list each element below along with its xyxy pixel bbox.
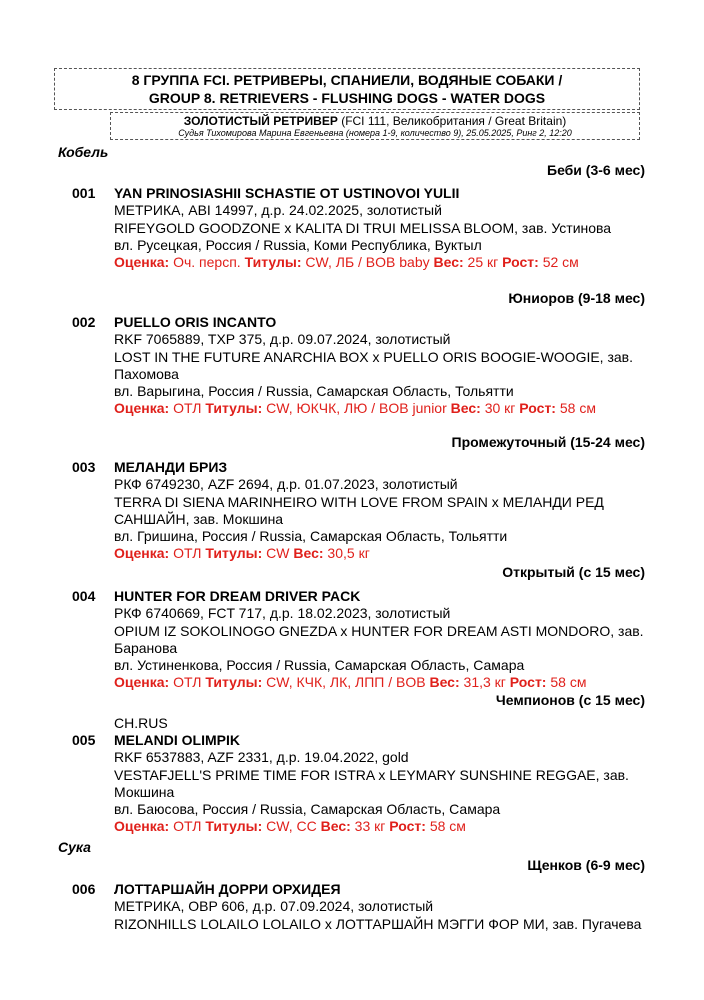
entry-number: 004 (72, 588, 96, 604)
group-title-ru: 8 ГРУППА FCI. РЕТРИВЕРЫ, СПАНИЕЛИ, ВОДЯНЫЕ СОБАКИ / (131, 72, 563, 88)
dog-registration: RKF 7065889, TXP 375, д.р. 09.07.2024, золотистый (114, 331, 451, 348)
dog-parents: LOST IN THE FUTURE ANARCHIA BOX x PUELLO ORIS BOOGIE-WOOGIE, зав. Пахомова (114, 348, 633, 382)
dog-name: YAN PRINOSIASHII SCHASTIE OT USTINOVOI YULII (114, 185, 460, 201)
dog-registration: МЕТРИКА, ABI 14997, д.р. 24.02.2025, золотистый (114, 202, 442, 219)
dog-owner: вл. Варыгина, Россия / Russia, Самарская Область, Тольятти (114, 383, 514, 400)
class-intermediate: Промежуточный (15-24 мес) (451, 434, 645, 450)
judge-info: Судья Тихомирова Марина Евгеньевна (номера 1-9, количество 9), 25.05.2025, Ринг 2, 12:20 (178, 128, 572, 138)
dog-name: ЛОТТАРШАЙН ДОРРИ ОРХИДЕЯ (114, 881, 341, 897)
entry-body (114, 588, 644, 692)
breed-info: (FCI 111, Великобритания / Great Britain) (337, 114, 567, 128)
entry-body (114, 881, 644, 933)
title-prefix: CH.RUS (114, 715, 168, 731)
dog-result: Оценка: ОТЛ Титулы: CW Вес: 30,5 кг (114, 545, 370, 562)
dog-parents: VESTAFJELL'S PRIME TIME FOR ISTRA x LEYMARY SUNSHINE REGGAE, зав. Мокшина (114, 766, 629, 800)
dog-owner: вл. Баюсова, Россия / Russia, Самарская Область, Самара (114, 801, 501, 818)
dog-owner: вл. Устиненкова, Россия / Russia, Самарская Область, Самара (114, 657, 525, 674)
class-junior: Юниоров (9-18 мес) (508, 290, 645, 306)
entry-number: 002 (72, 314, 96, 330)
dog-result: Оценка: ОТЛ Титулы: CW, CC Вес: 33 кг Рост: 58 см (114, 818, 466, 835)
section-male: Кобель (58, 144, 109, 160)
section-female: Сука (58, 839, 91, 855)
dog-registration: РКФ 6740669, FCT 717, д.р. 18.02.2023, золотистый (114, 605, 451, 622)
breed-header-box (110, 112, 640, 140)
dog-name: MELANDI OLIMPIK (114, 732, 240, 748)
dog-registration: МЕТРИКА, OBP 606, д.р. 07.09.2024, золотистый (114, 898, 434, 915)
dog-registration: РКФ 6749230, AZF 2694, д.р. 01.07.2023, золотистый (114, 476, 458, 493)
breed-line (111, 114, 639, 128)
entry-number: 003 (72, 459, 96, 475)
dog-parents: OPIUM IZ SOKOLINOGO GNEZDA x HUNTER FOR DREAM ASTI MONDORO, зав. Баранова (114, 622, 644, 656)
class-baby: Беби (3-6 мес) (547, 162, 645, 178)
dog-parents: RIZONHILLS LOLAILO LOLAILO x ЛОТТАРШАЙН МЭГГИ ФОР МИ, зав. Пугачева (114, 915, 642, 932)
dog-parents: RIFEYGOLD GOODZONE x KALITA DI TRUI MELISSA BLOOM, зав. Устинова (114, 219, 612, 236)
group-title-en: GROUP 8. RETRIEVERS - FLUSHING DOGS - WATER DOGS (148, 90, 546, 106)
class-puppy: Щенков (6-9 мес) (527, 857, 645, 873)
group-header-box (54, 68, 640, 110)
class-champion: Чемпионов (с 15 мес) (495, 692, 645, 708)
entry-number: 005 (72, 732, 96, 748)
dog-result: Оценка: Оч. персп. Титулы: CW, ЛБ / BOB baby Вес: 25 кг Рост: 52 см (114, 254, 579, 271)
dog-name: HUNTER FOR DREAM DRIVER PACK (114, 588, 361, 604)
dog-result: Оценка: ОТЛ Титулы: CW, КЧК, ЛК, ЛПП / BOB Вес: 31,3 кг Рост: 58 см (114, 674, 587, 691)
entry-body (114, 185, 644, 271)
breed-name: ЗОЛОТИСТЫЙ РЕТРИВЕР (183, 114, 338, 128)
class-open: Открытый (с 15 мес) (502, 564, 645, 580)
dog-name: PUELLO ORIS INCANTO (114, 314, 277, 330)
dog-name: МЕЛАНДИ БРИЗ (114, 459, 228, 475)
dog-registration: RKF 6537883, AZF 2331, д.р. 19.04.2022, gold (114, 749, 409, 766)
dog-owner: вл. Русецкая, Россия / Russia, Коми Республика, Вуктыл (114, 236, 482, 253)
dog-parents: TERRA DI SIENA MARINHEIRO WITH LOVE FROM SPAIN x МЕЛАНДИ РЕД САНШАЙН, зав. Мокшина (114, 493, 604, 527)
entry-body (114, 732, 644, 836)
dog-owner: вл. Гришина, Россия / Russia, Самарская Область, Тольятти (114, 528, 508, 545)
dog-result: Оценка: ОТЛ Титулы: CW, ЮКЧК, ЛЮ / BOB junior Вес: 30 кг Рост: 58 см (114, 400, 596, 417)
entry-body (114, 314, 644, 418)
entry-number: 001 (72, 185, 96, 201)
entry-body (114, 459, 644, 563)
entry-number: 006 (72, 881, 96, 897)
